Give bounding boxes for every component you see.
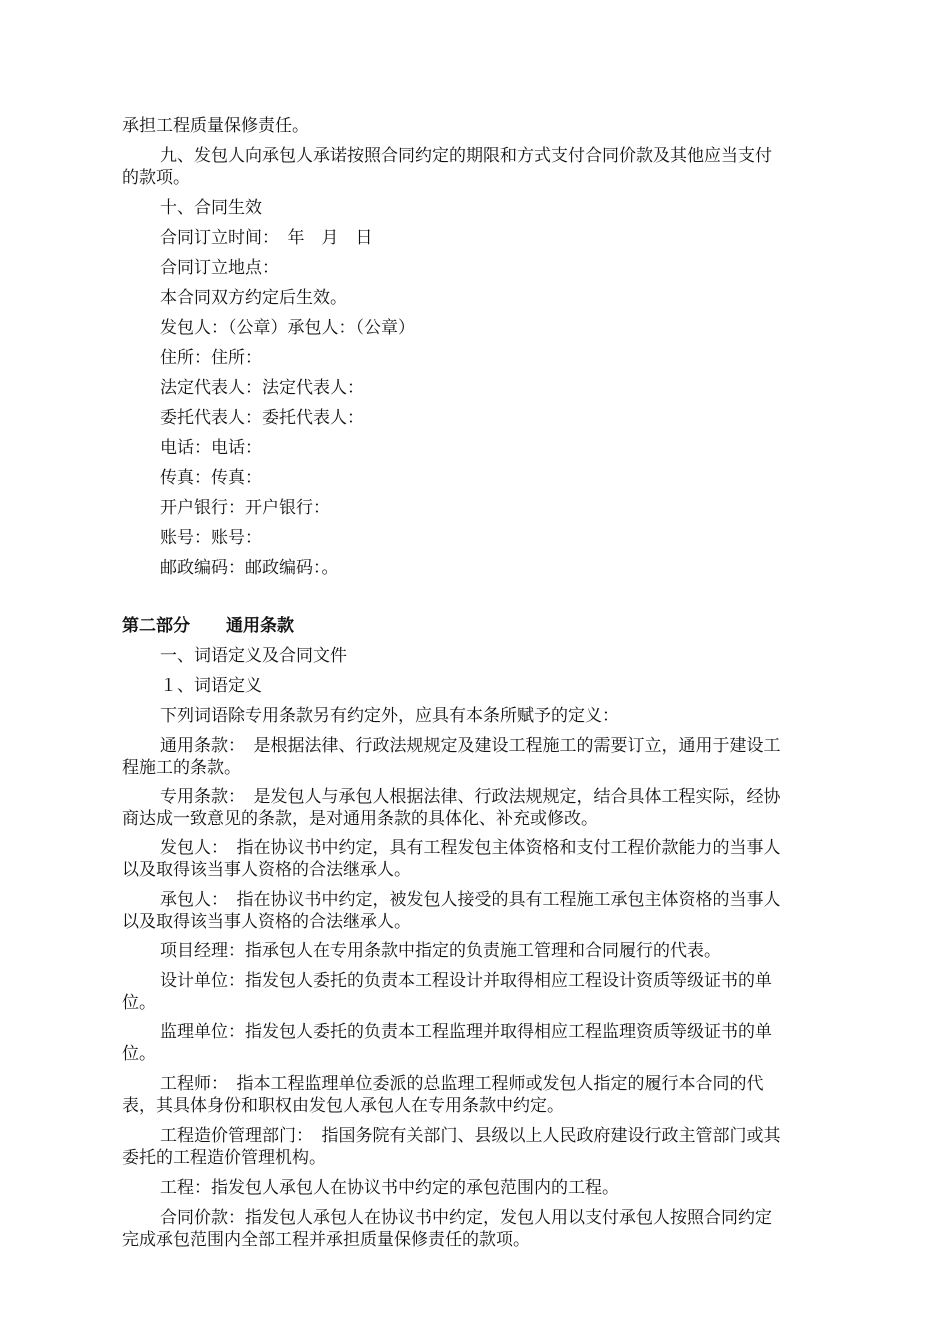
- paragraph: 承包人： 指在协议书中约定，被发包人接受的具有工程施工承包主体资格的当事人以及取得该当事人资格的合法继承人。: [122, 890, 781, 932]
- paragraph: 邮政编码：邮政编码：。: [160, 558, 339, 578]
- paragraph: 委托代表人：委托代表人：: [160, 408, 364, 428]
- paragraph: 通用条款： 是根据法律、行政法规规定及建设工程施工的需要订立，通用于建设工程施工的条款。: [122, 736, 781, 778]
- paragraph: 发包人： 指在协议书中约定，具有工程发包主体资格和支付工程价款能力的当事人以及取得该当事人资格的合法继承人。: [122, 838, 781, 880]
- paragraph: 设计单位：指发包人委托的负责本工程设计并取得相应工程设计资质等级证书的单位。: [122, 971, 772, 1013]
- section-part: 第二部分: [122, 616, 190, 636]
- section-heading: [122, 615, 782, 637]
- paragraph: 本合同双方约定后生效。: [160, 288, 347, 308]
- paragraph: 九、发包人向承包人承诺按照合同约定的期限和方式支付合同价款及其他应当支付的款项。: [122, 146, 772, 188]
- paragraph: 电话：电话：: [160, 438, 262, 458]
- paragraph: 账号：账号：: [160, 528, 262, 548]
- paragraph: 合同订立地点：: [160, 258, 279, 278]
- paragraph: 法定代表人：法定代表人：: [160, 378, 364, 398]
- paragraph: 合同订立时间： 年 月 日: [160, 228, 373, 248]
- paragraph: 传真：传真：: [160, 468, 262, 488]
- paragraph: １、词语定义: [160, 676, 262, 696]
- paragraph: 项目经理：指承包人在专用条款中指定的负责施工管理和合同履行的代表。: [160, 941, 721, 961]
- paragraph: 工程师： 指本工程监理单位委派的总监理工程师或发包人指定的履行本合同的代表，其具体身份和职权由发包人承包人在专用条款中约定。: [122, 1074, 764, 1116]
- paragraph: 工程：指发包人承包人在协议书中约定的承包范围内的工程。: [160, 1178, 619, 1198]
- paragraph: 工程造价管理部门： 指国务院有关部门、县级以上人民政府建设行政主管部门或其委托的工程造价管理机构。: [122, 1126, 781, 1168]
- paragraph: 十、合同生效: [160, 198, 262, 218]
- paragraph: 合同价款：指发包人承包人在协议书中约定，发包人用以支付承包人按照合同约定完成承包范围内全部工程并承担质量保修责任的款项。: [122, 1208, 772, 1250]
- paragraph: 一、词语定义及合同文件: [160, 646, 347, 666]
- paragraph: 住所：住所：: [160, 348, 262, 368]
- section-title: 通用条款: [226, 616, 294, 636]
- paragraph: 发包人：（公章）承包人：（公章）: [160, 318, 415, 338]
- paragraph: 下列词语除专用条款另有约定外，应具有本条所赋予的定义：: [160, 706, 619, 726]
- paragraph: 承担工程质量保修责任。: [122, 116, 309, 136]
- paragraph: 专用条款： 是发包人与承包人根据法律、行政法规规定，结合具体工程实际，经协商达成一致意见的条款，是对通用条款的具体化、补充或修改。: [122, 787, 781, 829]
- paragraph: 监理单位：指发包人委托的负责本工程监理并取得相应工程监理资质等级证书的单位。: [122, 1022, 772, 1064]
- paragraph: 开户银行：开户银行：: [160, 498, 330, 518]
